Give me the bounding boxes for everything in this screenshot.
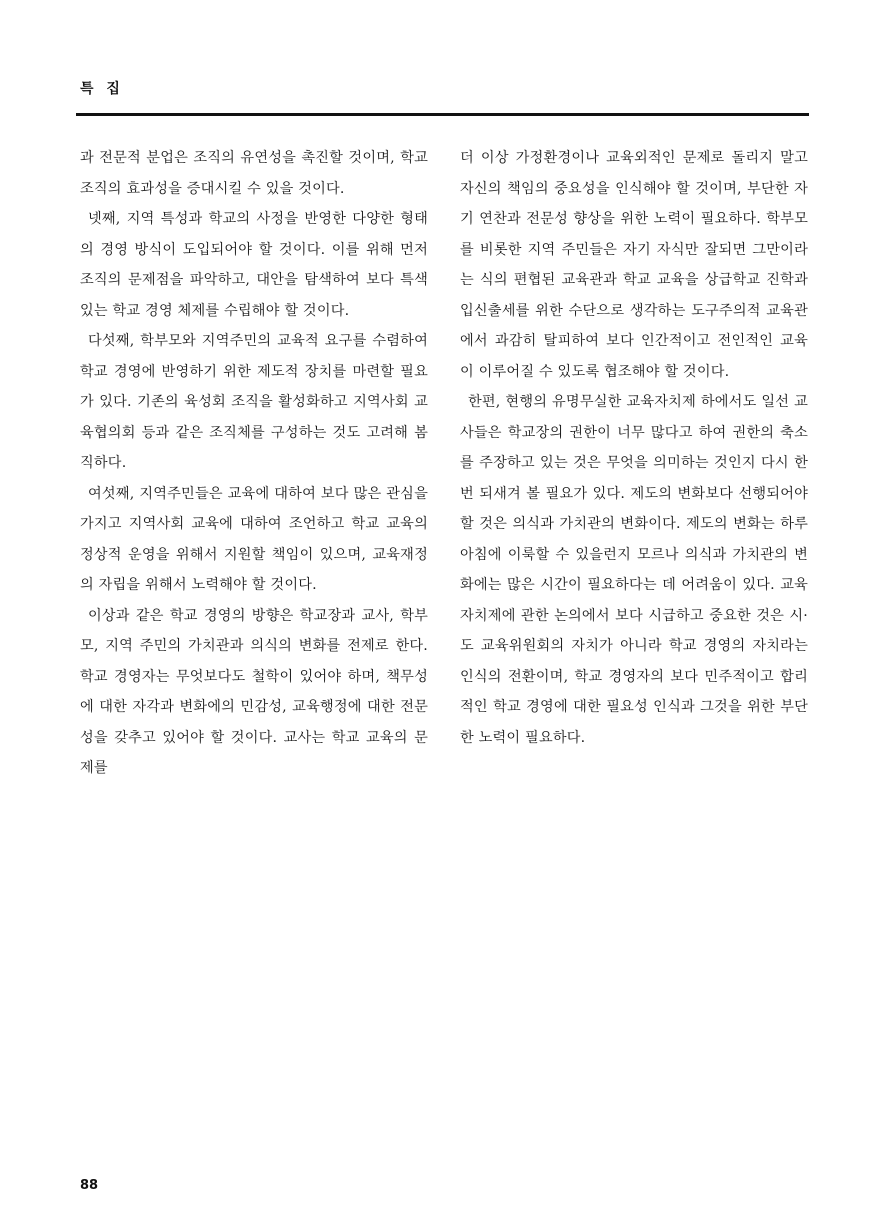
header-rule xyxy=(76,113,809,116)
paragraph: 다섯째, 학부모와 지역주민의 교육적 요구를 수렴하여 학교 경영에 반영하기 위한 제도적 장치를 마련할 필요가 있다. 기존의 육성회 조직을 활성화하고 지역사회 교육협의회 등과 같은 조직체를 구성하는 것도 고려해 봄 직하다. xyxy=(80,333,428,471)
page-number: 88 xyxy=(80,1178,99,1193)
section-label: 특 집 xyxy=(80,81,124,97)
right-column xyxy=(460,143,808,753)
paragraph: 이상과 같은 학교 경영의 방향은 학교장과 교사, 학부모, 지역 주민의 가치관과 의식의 변화를 전제로 한다. 학교 경영자는 무엇보다도 철학이 있어야 하며, 책무성에 대한 자각과 변화에의 민감성, 교육행정에 대한 전문성을 갖추고 있어야 할 것이다. 교사는 학교 교육의 문제를 xyxy=(80,607,428,776)
paragraph: 넷째, 지역 특성과 학교의 사정을 반영한 다양한 형태의 경영 방식이 도입되어야 할 것이다. 이를 위해 먼저 조직의 문제점을 파악하고, 대안을 탐색하여 보다 특색있는 학교 경영 체제를 수립해야 할 것이다. xyxy=(80,211,428,319)
paragraph: 과 전문적 분업은 조직의 유연성을 촉진할 것이며, 학교 조직의 효과성을 증대시킬 수 있을 것이다. xyxy=(80,150,428,197)
paragraph: 더 이상 가정환경이나 교육외적인 문제로 돌리지 말고 자신의 책임의 중요성을 인식해야 할 것이며, 부단한 자기 연찬과 전문성 향상을 위한 노력이 필요하다. 학부모를 비롯한 지역 주민들은 자기 자식만 잘되면 그만이라는 식의 편협된 교육관과 학교 교육을 상급학교 진학과 입신출세를 위한 수단으로 생각하는 도구주의적 교육관에서 과감히 탈피하여 보다 인간적이고 전인적인 교육이 이루어질 수 있도록 협조해야 할 것이다. xyxy=(460,150,808,380)
paragraph: 한편, 현행의 유명무실한 교육자치제 하에서도 일선 교사들은 학교장의 권한이 너무 많다고 하여 권한의 축소를 주장하고 있는 것은 무엇을 의미하는 것인지 다시 한번 되새겨 볼 필요가 있다. 제도의 변화보다 선행되어야 할 것은 의식과 가치관의 변화이다. 제도의 변화는 하루아침에 이룩할 수 있을런지 모르나 의식과 가치관의 변화에는 많은 시간이 필요하다는 데 어려움이 있다. 교육자치제에 관한 논의에서 보다 시급하고 중요한 것은 시·도 교육위원회의 자치가 아니라 학교 경영의 자치라는 인식의 전환이며, 학교 경영자의 보다 민주적이고 합리적인 학교 경영에 대한 필요성 인식과 그것을 위한 부단한 노력이 필요하다. xyxy=(460,394,808,746)
left-column xyxy=(80,143,428,784)
paragraph: 여섯째, 지역주민들은 교육에 대하여 보다 많은 관심을 가지고 지역사회 교육에 대하여 조언하고 학교 교육의 정상적 운영을 위해서 지원할 책임이 있으며, 교육재정의 자립을 위해서 노력해야 할 것이다. xyxy=(80,485,428,593)
